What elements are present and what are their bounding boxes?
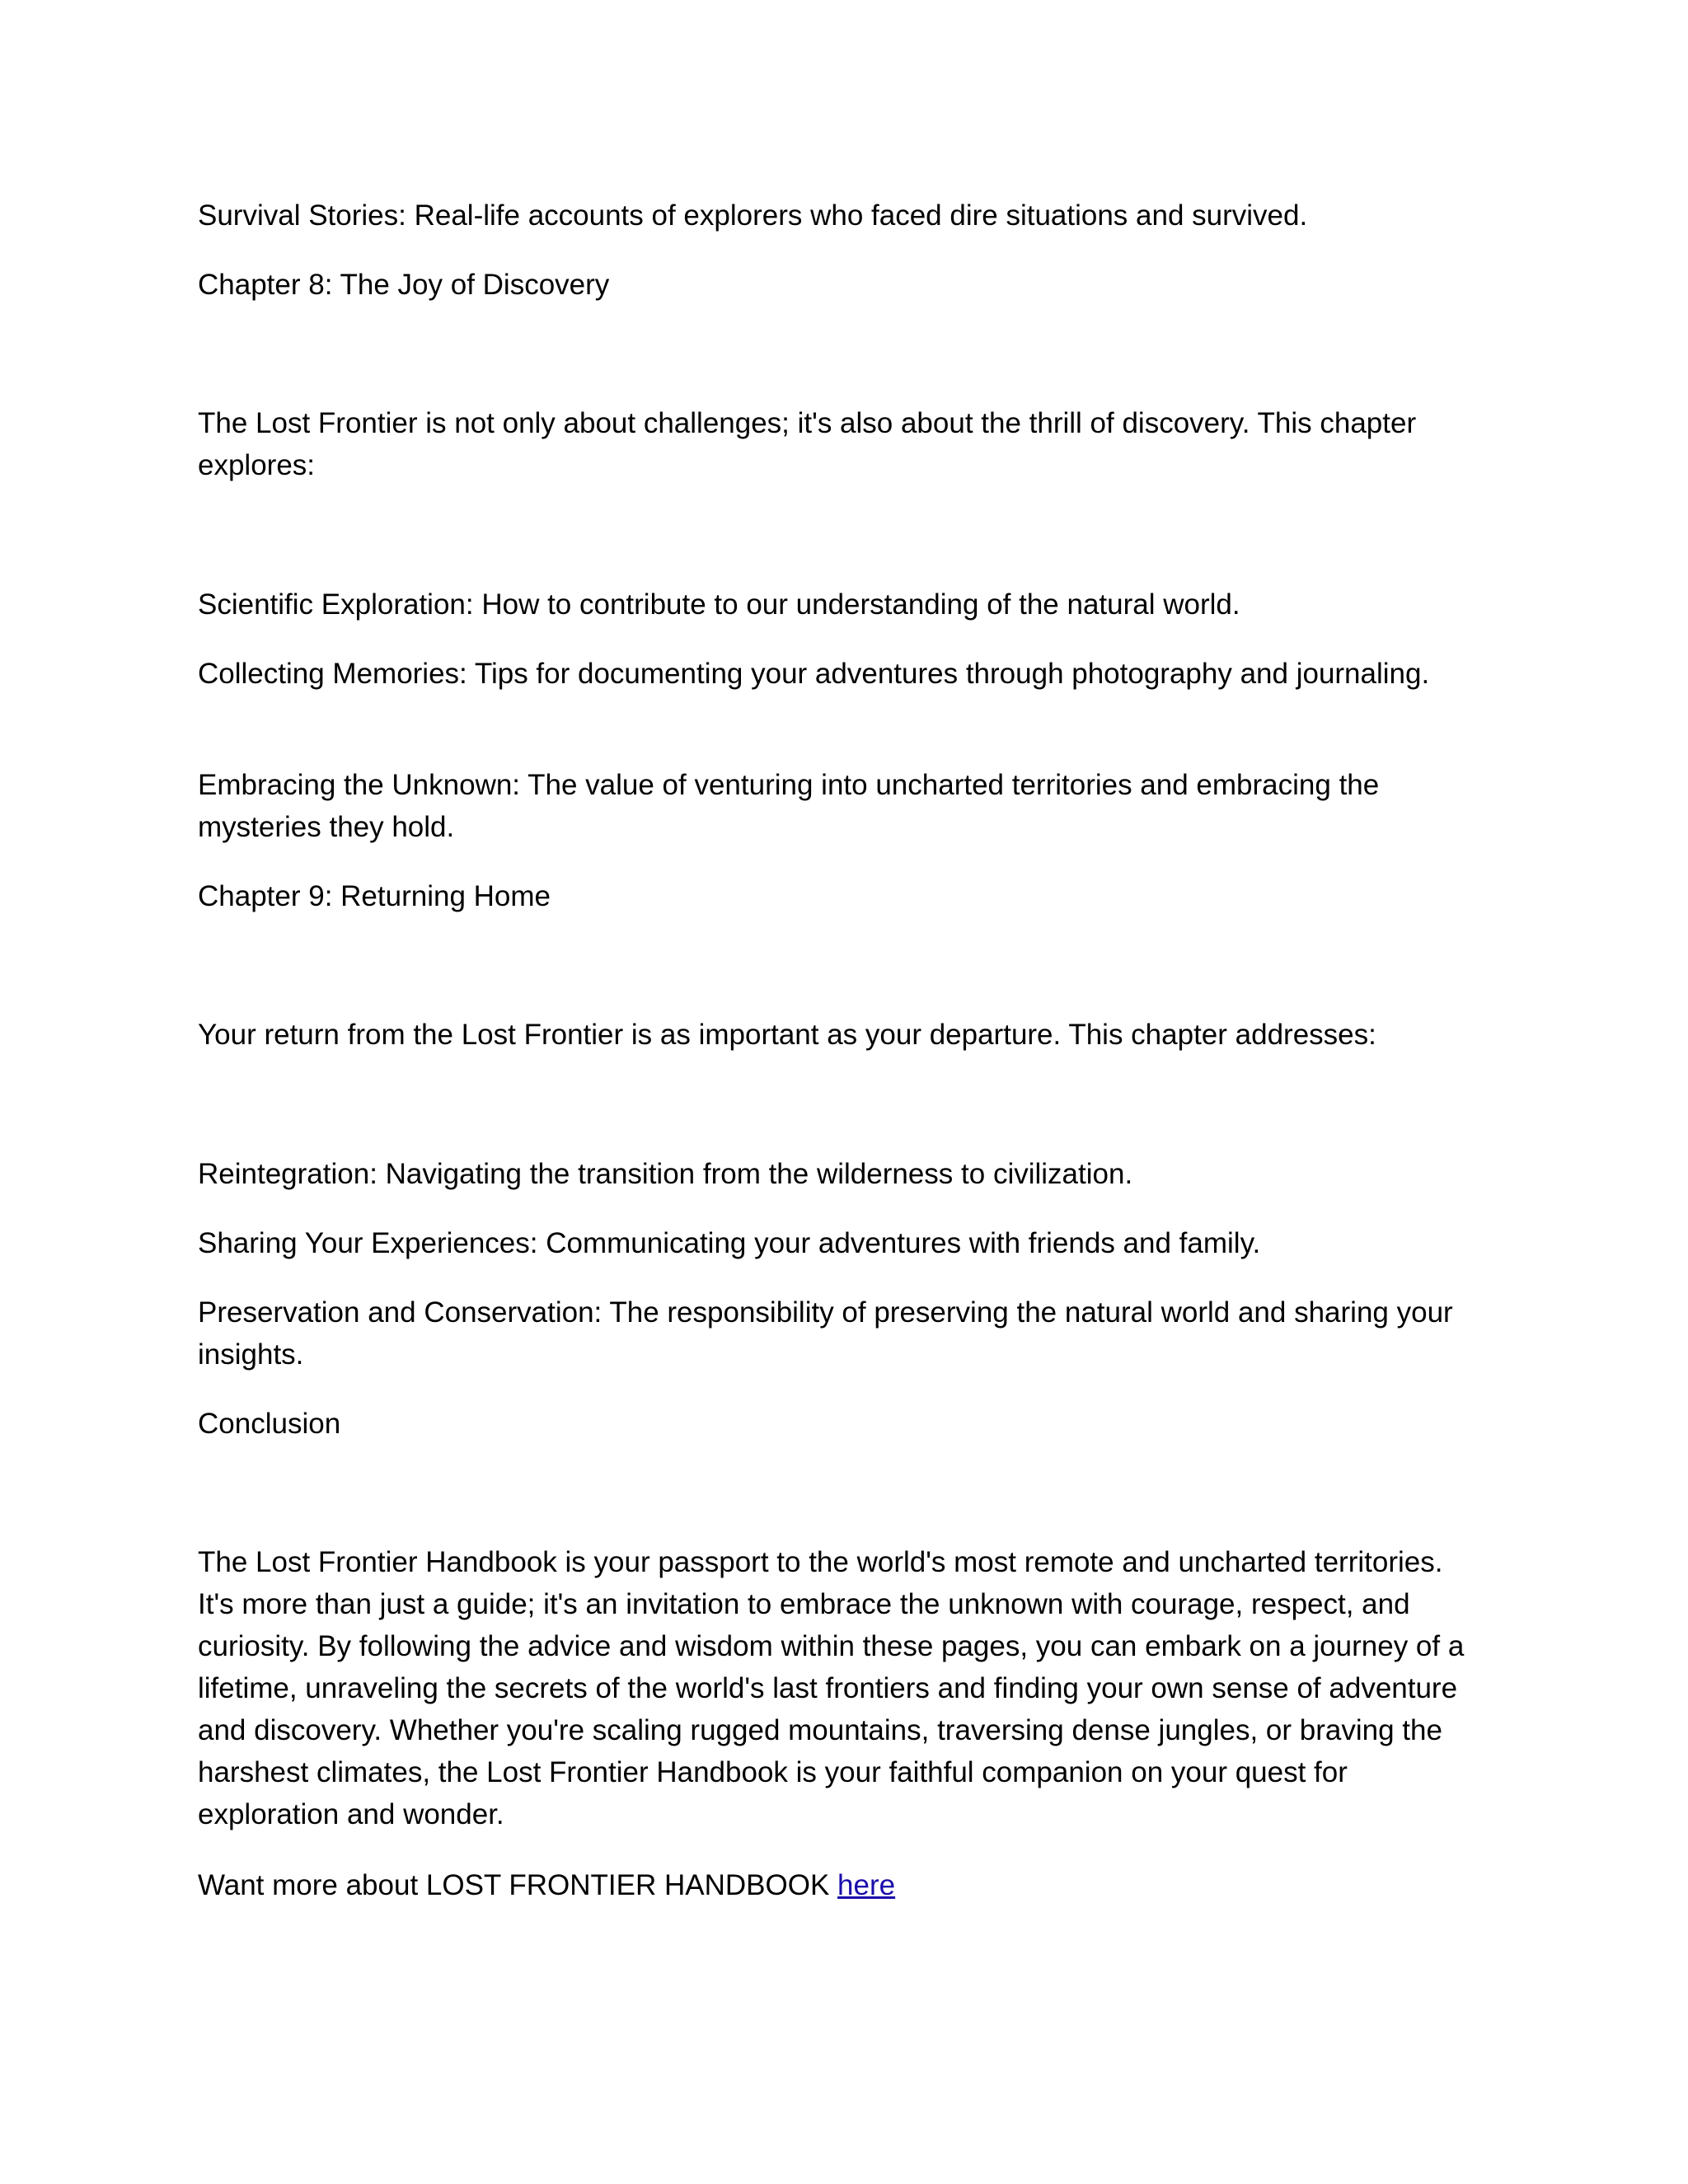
conclusion-heading: Conclusion: [198, 1408, 341, 1440]
sharing-experiences-paragraph: Sharing Your Experiences: Communicating your adventures with friends and family.: [198, 1227, 1261, 1259]
survival-stories-paragraph: Survival Stories: Real-life accounts of explorers who faced dire situations and survived.: [198, 199, 1308, 232]
reintegration-paragraph: Reintegration: Navigating the transition from the wilderness to civilization.: [198, 1158, 1133, 1190]
chapter-8-heading: Chapter 8: The Joy of Discovery: [198, 269, 610, 301]
preservation-paragraph: Preservation and Conservation: The responsibility of preserving the natural world and sharing your insights.: [198, 1296, 1453, 1371]
collecting-memories-paragraph: Collecting Memories: Tips for documenting your adventures through photography and journaling.: [198, 658, 1430, 690]
embracing-unknown-paragraph: Embracing the Unknown: The value of venturing into uncharted territories and embracing the mysteries they hold.: [198, 769, 1380, 843]
chapter-9-intro-paragraph: Your return from the Lost Frontier is as important as your departure. This chapter addresses:: [198, 1019, 1376, 1051]
chapter-8-intro-paragraph: The Lost Frontier is not only about challenges; it's also about the thrill of discovery. This chapter explores:: [198, 407, 1417, 481]
here-link[interactable]: here: [837, 1869, 896, 1901]
chapter-9-heading: Chapter 9: Returning Home: [198, 880, 551, 912]
footer-line: [198, 1864, 1484, 1906]
footer-text: Want more about LOST FRONTIER HANDBOOK: [198, 1869, 838, 1901]
conclusion-paragraph: The Lost Frontier Handbook is your passport to the world's most remote and uncharted territories. It's more than just a guide; it's an invitation to embrace the unknown with courage, respect, and curiosity. By following the advice and wisdom within these pages, you can embark on a journey of a lifetime, unraveling the secrets of the world's last frontiers and finding your own sense of adventure and discovery. Whether you're scaling rugged mountains, traversing dense jungles, or braving the harshest climates, the Lost Frontier Handbook is your faithful companion on your quest for exploration and wonder.: [198, 1546, 1465, 1830]
scientific-exploration-paragraph: Scientific Exploration: How to contribute to our understanding of the natural world.: [198, 588, 1240, 621]
